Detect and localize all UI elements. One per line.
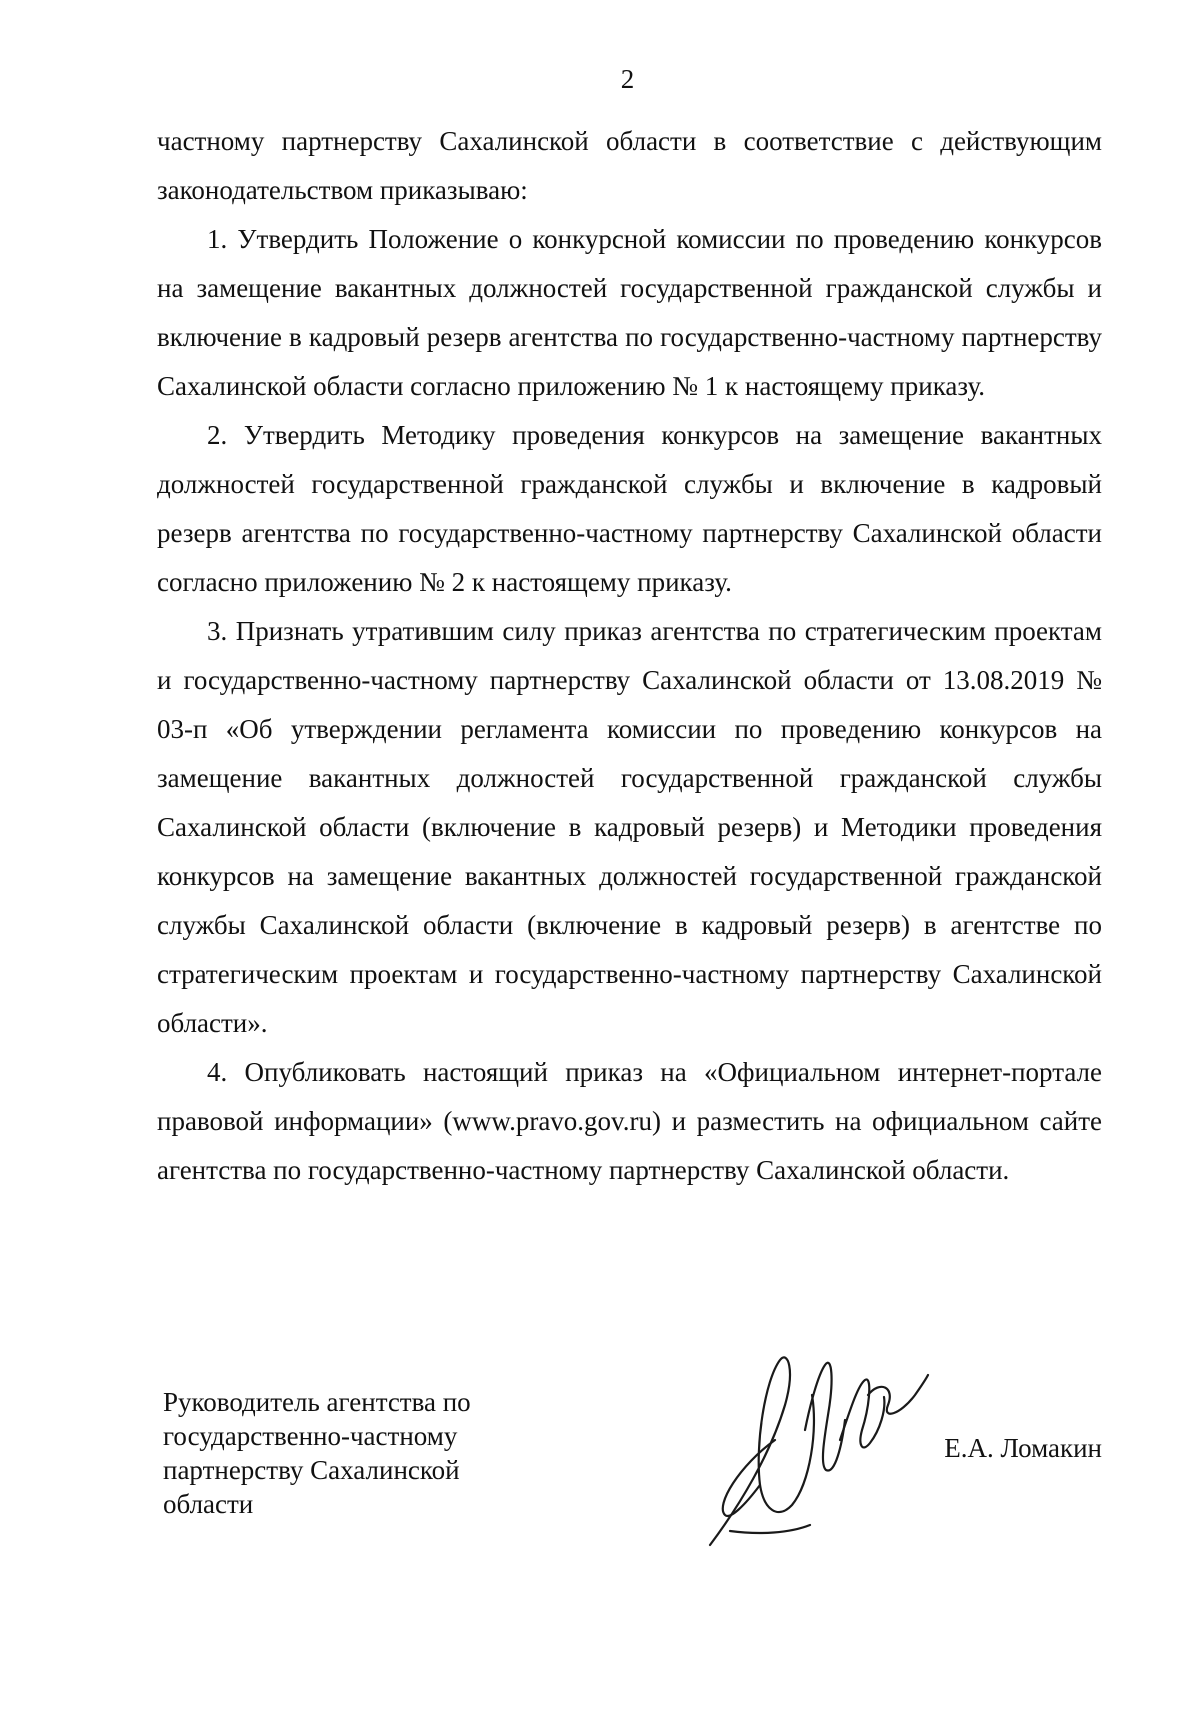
signatory-position — [163, 1385, 513, 1521]
signatory-position-line: области — [163, 1489, 254, 1519]
document-body — [157, 117, 1102, 1195]
paragraph-item-2: 2. Утвердить Методику проведения конкурсов на замещение вакантных должностей государственной гражданской службы и включение в кадровый резерв агентства по государственно-частному партнерству Сахалинской области согласно приложению № 2 к настоящему приказу. — [157, 420, 1102, 597]
handwritten-signature — [700, 1335, 930, 1555]
paragraph-intro: частному партнерству Сахалинской области в соответствие с действующим законодательством приказываю: — [157, 126, 1102, 205]
paragraph-item-1: 1. Утвердить Положение о конкурсной комиссии по проведению конкурсов на замещение вакантных должностей государственной гражданской службы и включение в кадровый резерв агентства по государственно-частному партнерству Сахалинской области согласно приложению № 1 к настоящему приказу. — [157, 224, 1102, 401]
signatory-position-line: партнерству Сахалинской — [163, 1455, 460, 1485]
paragraph-item-4: 4. Опубликовать настоящий приказ на «Официальном интернет-портале правовой информации» (www.pravo.gov.ru) и разместить на официальном сайте агентства по государственно-частному партнерству Сахалинской области. — [157, 1057, 1102, 1185]
page-number: 2 — [620, 64, 635, 94]
paragraph-item-3: 3. Признать утратившим силу приказ агентства по стратегическим проектам и государственно-частному партнерству Сахалинской области от 13.08.2019 № 03-п «Об утверждении регламента комиссии по проведению конкурсов на замещение вакантных должностей государственной гражданской службы Сахалинской области (включение в кадровый резерв) и Методики проведения конкурсов на замещение вакантных должностей государственной гражданской службы Сахалинской области (включение в кадровый резерв) в агентстве по стратегическим проектам и государственно-частному партнерству Сахалинской области». — [157, 616, 1102, 1038]
signatory-position-line: государственно-частному — [163, 1421, 458, 1451]
signatory-position-line: Руководитель агентства по — [163, 1387, 471, 1417]
signatory-name: Е.А. Ломакин — [944, 1433, 1102, 1463]
